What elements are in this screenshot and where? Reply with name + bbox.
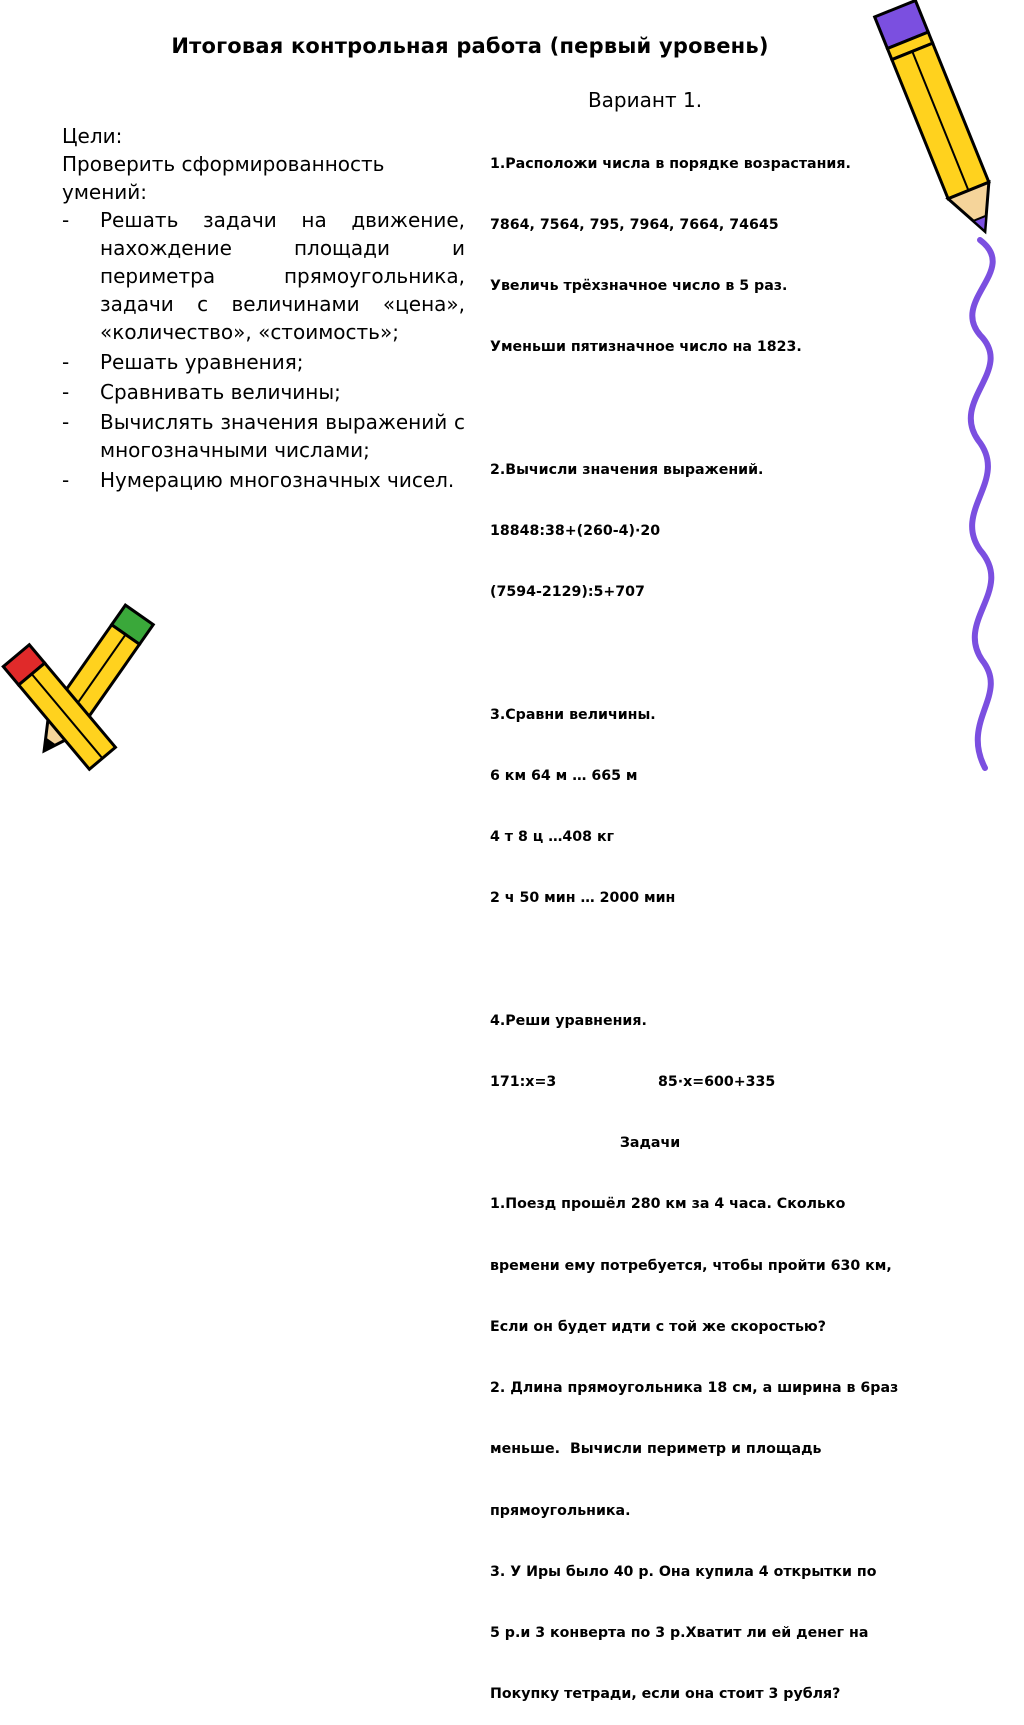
task-line: Увеличь трёхзначное число в 5 раз.: [490, 278, 788, 295]
goals-heading: Цели:: [62, 124, 123, 148]
task-line: 4.Реши уравнения.: [490, 1012, 647, 1029]
problem-line: 2. Длина прямоугольника 18 см, а ширина в 6раз: [490, 1380, 899, 1397]
bullet-dash: -: [62, 350, 70, 374]
goal-text: Вычислять значения выражений с многозначными числами;: [100, 410, 465, 462]
squiggle-line-icon: [940, 240, 1024, 768]
equation-2: 85·x=600+335: [658, 1074, 776, 1091]
goal-text: Сравнивать величины;: [100, 380, 341, 404]
goal-text: Нумерацию многозначных чисел.: [100, 468, 455, 492]
goal-text: Решать уравнения;: [100, 350, 304, 374]
goals-list: [62, 206, 465, 494]
task-line: 2 ч 50 мин … 2000 мин: [490, 890, 676, 907]
problem-line: меньше. Вычисли периметр и площадь: [490, 1441, 822, 1458]
goal-item: [62, 408, 465, 464]
pencil-icon: [860, 0, 1024, 245]
task-line: 6 км 64 м … 665 м: [490, 767, 638, 784]
task-line: 18848:38+(260-4)·20: [490, 523, 661, 540]
problem-line: Если он будет идти с той же скоростью?: [490, 1318, 826, 1335]
task-line: 7864, 7564, 795, 7964, 7664, 74645: [490, 217, 779, 234]
bullet-dash: -: [62, 410, 70, 434]
goal-text: Решать задачи на движение, нахождение площади и периметра прямоугольника, задачи с величинами «цена», «количество», «стоимость»;: [100, 208, 465, 344]
task-line: 1.Расположи числа в порядке возрастания.: [490, 155, 851, 172]
problem-line: 1.Поезд прошёл 280 км за 4 часа. Сколько: [490, 1196, 846, 1213]
slide-title: Итоговая контрольная работа (первый уровень): [171, 34, 769, 58]
equations-line: [490, 1072, 940, 1092]
problem-line: прямоугольника.: [490, 1502, 631, 1519]
goal-item: [62, 466, 465, 494]
bullet-dash: -: [62, 380, 70, 404]
goal-item: [62, 348, 465, 376]
spacer: [490, 399, 940, 419]
task-line: Уменьши пятизначное число на 1823.: [490, 339, 802, 356]
problems-heading-text: Задачи: [619, 1135, 681, 1152]
task-line: 3.Сравни величины.: [490, 706, 656, 723]
bullet-dash: -: [62, 468, 70, 492]
problem-line: времени ему потребуется, чтобы пройти 630 км,: [490, 1257, 892, 1274]
goal-item: [62, 378, 465, 406]
task-line: (7594-2129):5+707: [490, 584, 645, 601]
spacer: [490, 950, 940, 970]
problem-line: 3. У Иры было 40 р. Она купила 4 открытки по: [490, 1563, 877, 1580]
pencil-icon: [0, 655, 170, 768]
problem-line: 5 р.и 3 конверта по 3 р.Хватит ли ей денег на: [490, 1625, 869, 1642]
task-line: 4 т 8 ц …408 кг: [490, 829, 615, 846]
problem-line: Покупку тетради, если она стоит 3 рубля?: [490, 1686, 841, 1703]
goal-item: [62, 206, 465, 346]
problems-heading: [490, 1133, 940, 1153]
task-line: 2.Вычисли значения выражений.: [490, 461, 764, 478]
goals-section: [62, 122, 465, 496]
spacer: [490, 644, 940, 664]
variant-tasks: [490, 113, 940, 1725]
bullet-dash: -: [62, 208, 70, 232]
goals-intro: Проверить сформированность умений:: [62, 152, 385, 204]
variant-heading: Вариант 1.: [587, 88, 703, 112]
equation-1: 171:x=3: [490, 1074, 557, 1091]
